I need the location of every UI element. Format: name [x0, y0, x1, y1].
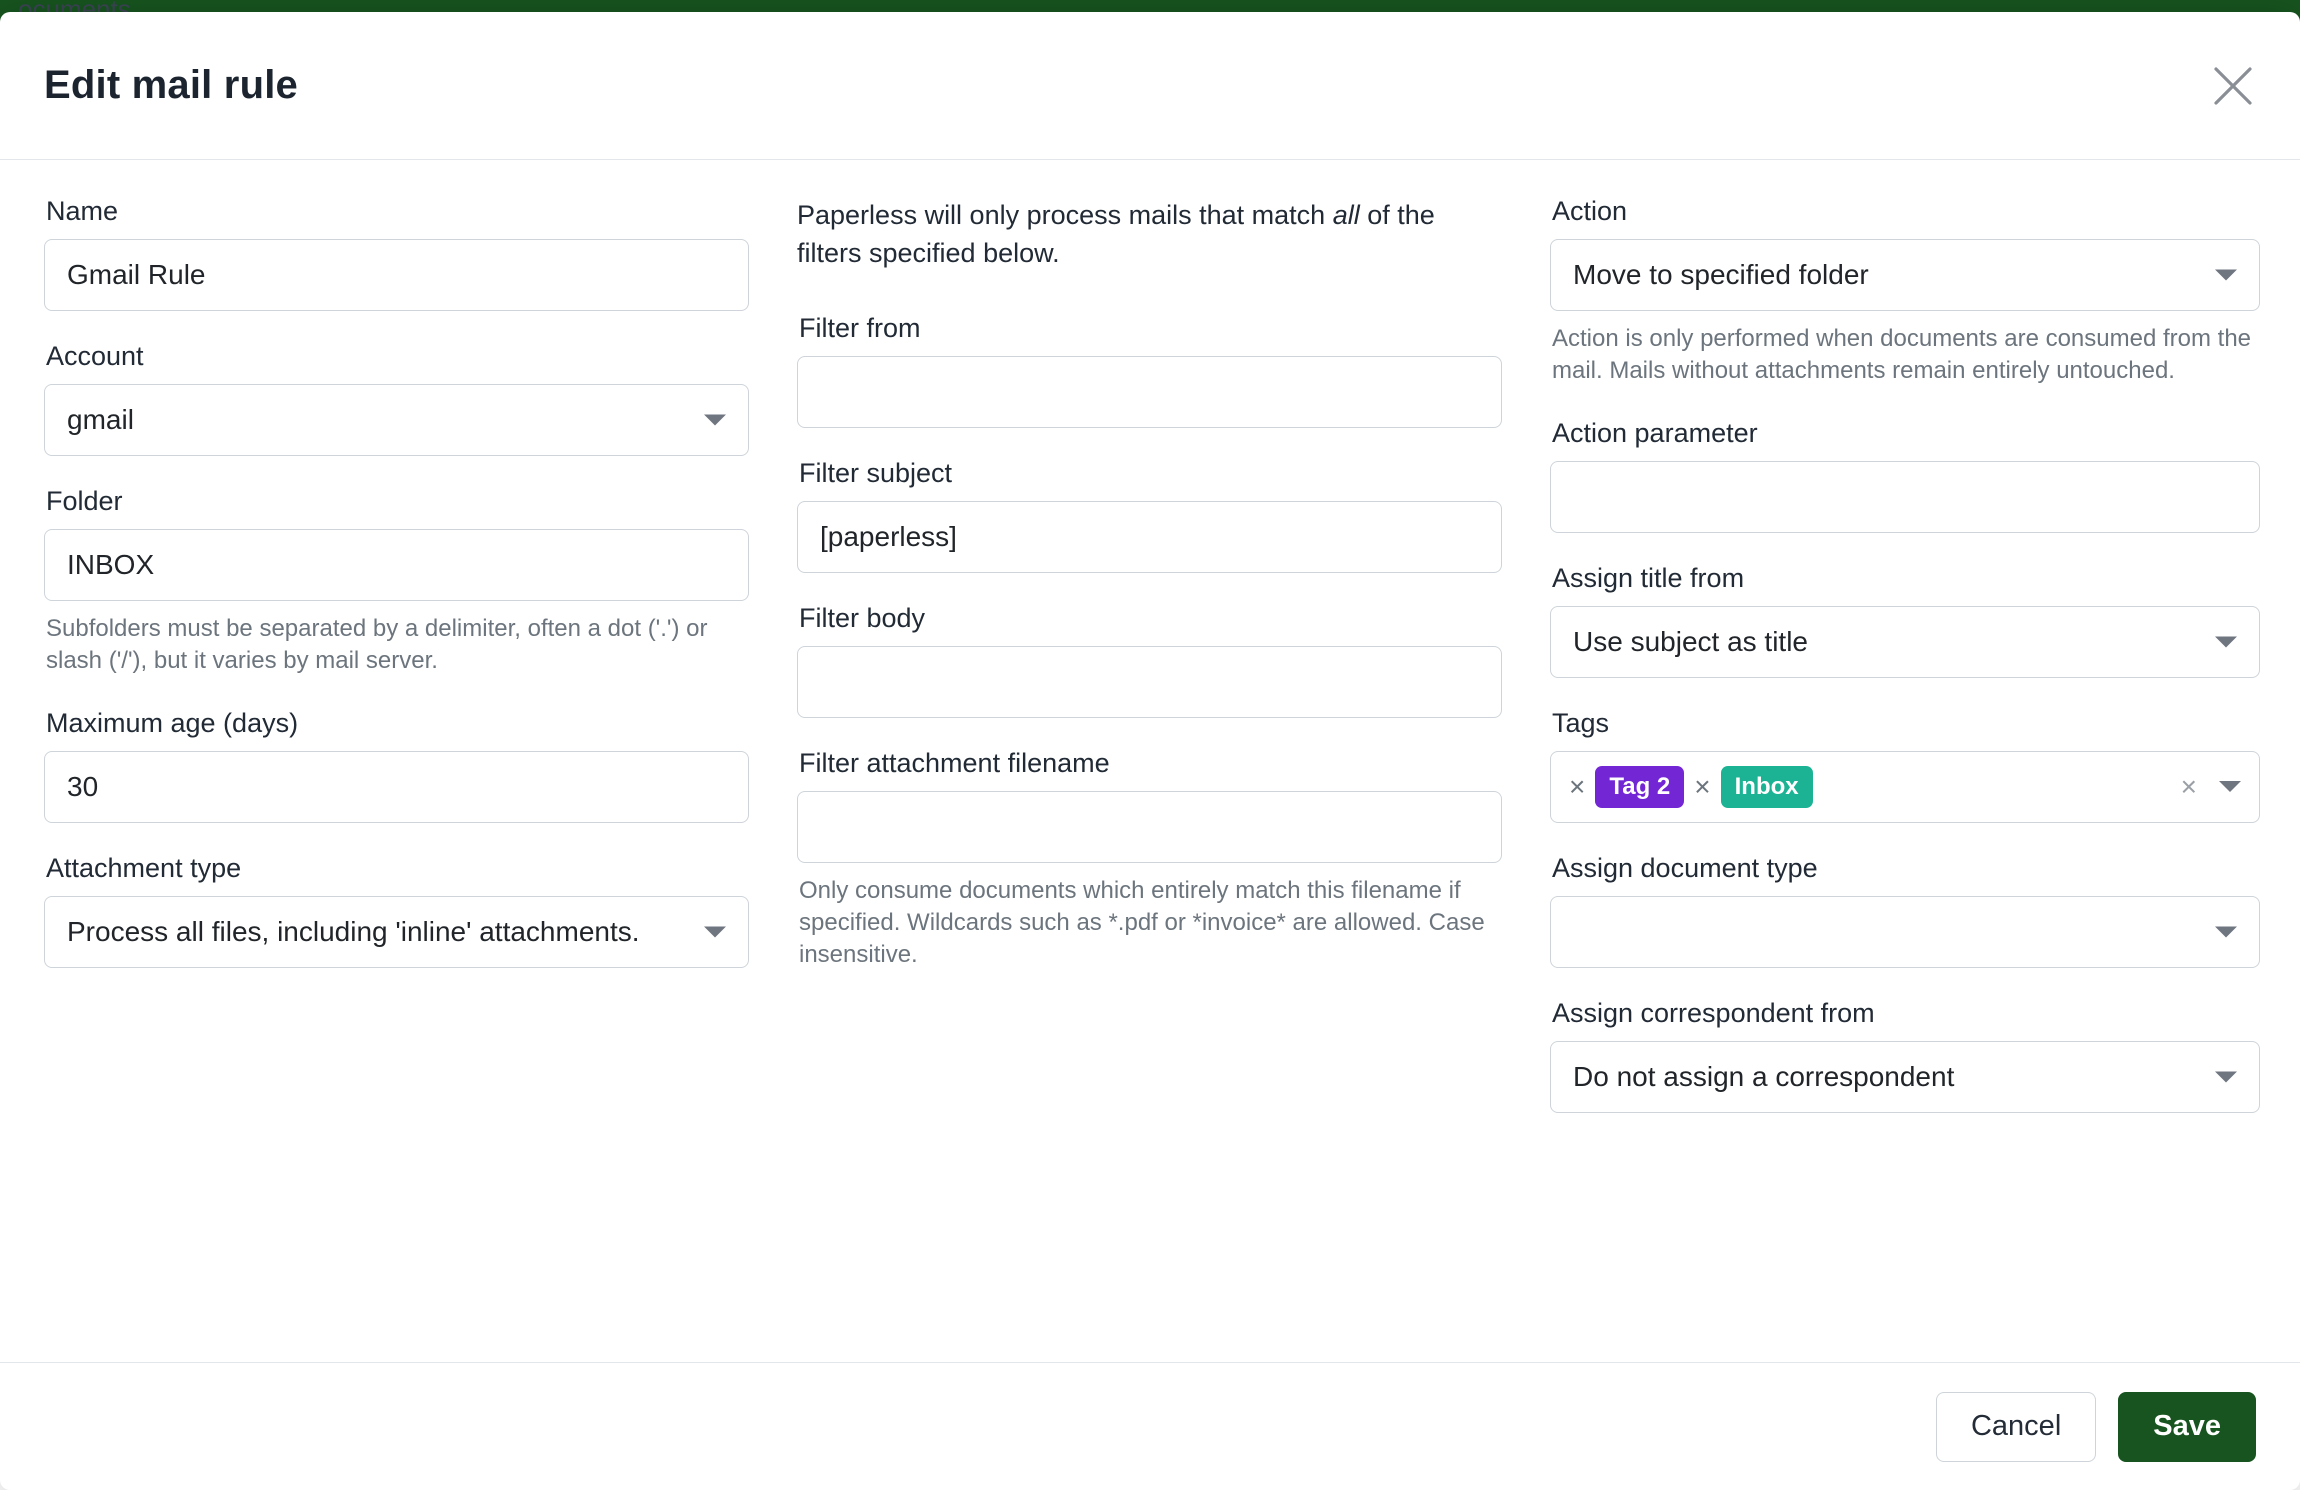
- assign-document-type-label: Assign document type: [1552, 852, 1818, 883]
- assign-correspondent-from-select[interactable]: [1550, 1041, 2260, 1113]
- folder-input[interactable]: INBOX: [44, 529, 749, 601]
- chevron-down-icon: [704, 926, 726, 937]
- filter-attachment-help-text: Only consume documents which entirely match this filename if specified. Wildcards such as *.pdf or *invoice* are allowed. Case insensitive.: [799, 876, 1485, 969]
- dialog-header: [0, 12, 2300, 160]
- chevron-down-icon: [704, 415, 726, 426]
- remove-tag-icon[interactable]: ×: [1569, 770, 1586, 802]
- attachment-type-select[interactable]: [44, 896, 749, 968]
- attachment-type-value: Process all files, including 'inline' attachments.: [67, 915, 640, 947]
- clear-tags-icon[interactable]: ×: [2180, 770, 2197, 802]
- tags-controls: [2180, 770, 2241, 802]
- filter-from-input[interactable]: [797, 356, 1502, 428]
- close-icon[interactable]: [2210, 63, 2256, 109]
- assign-correspondent-from-value: Do not assign a correspondent: [1573, 1060, 1955, 1092]
- attachment-type-label: Attachment type: [46, 852, 242, 883]
- tag-label: Tag 2: [1595, 766, 1684, 808]
- name-label: Name: [46, 196, 119, 226]
- assign-title-from-label: Assign title from: [1552, 562, 1745, 593]
- chevron-down-icon: [2215, 270, 2237, 281]
- assign-title-from-select[interactable]: [1550, 606, 2260, 678]
- filter-body-input[interactable]: [797, 646, 1502, 718]
- column-action: [1550, 196, 2260, 1362]
- chevron-down-icon: [2215, 636, 2237, 647]
- action-select-value: Move to specified folder: [1573, 259, 1869, 290]
- tags-label: Tags: [1552, 707, 1610, 738]
- maximum-age-label: Maximum age (days): [46, 707, 299, 738]
- filter-subject-label: Filter subject: [799, 457, 953, 488]
- cancel-button[interactable]: Cancel: [1936, 1392, 2096, 1462]
- chevron-down-icon: [2215, 926, 2237, 937]
- filter-from-label: Filter from: [799, 312, 921, 343]
- remove-tag-icon[interactable]: ×: [1694, 770, 1711, 802]
- assign-document-type-select[interactable]: [1550, 896, 2260, 968]
- filters-intro-text: Paperless will only process mails that match all of the filters specified below.: [797, 200, 1435, 269]
- filter-attachment-filename-input[interactable]: [797, 791, 1502, 863]
- filter-attachment-filename-label: Filter attachment filename: [799, 747, 1110, 778]
- maximum-age-input[interactable]: 30: [44, 751, 749, 823]
- name-input[interactable]: Gmail Rule: [44, 239, 749, 311]
- chevron-down-icon[interactable]: [2219, 781, 2241, 792]
- action-help-text: Action is only performed when documents are consumed from the mail. Mails without attachments remain entirely untouched.: [1552, 325, 2252, 385]
- tag-chip[interactable]: [1694, 766, 1812, 808]
- folder-label: Folder: [46, 486, 123, 516]
- action-parameter-input[interactable]: [1550, 461, 2260, 533]
- account-select[interactable]: [44, 384, 749, 456]
- filter-subject-input[interactable]: [paperless]: [797, 501, 1502, 573]
- action-select[interactable]: [1550, 239, 2260, 311]
- dialog-body: [0, 160, 2300, 1362]
- action-label: Action: [1552, 196, 1628, 226]
- dialog-title: Edit mail rule: [44, 63, 298, 107]
- column-general: [44, 196, 749, 1362]
- tags-input[interactable]: [1550, 751, 2260, 823]
- tag-chip[interactable]: [1569, 766, 1684, 808]
- filter-body-label: Filter body: [799, 602, 926, 633]
- action-parameter-label: Action parameter: [1552, 417, 1758, 448]
- dialog-footer: [0, 1362, 2300, 1490]
- account-select-value: gmail: [67, 404, 134, 435]
- account-label: Account: [46, 341, 144, 371]
- assign-correspondent-from-label: Assign correspondent from: [1552, 997, 1875, 1028]
- column-filters: [797, 196, 1502, 1362]
- assign-title-from-value: Use subject as title: [1573, 625, 1808, 657]
- folder-help-text: Subfolders must be separated by a delimiter, often a dot ('.') or slash ('/'), but it varies by mail server.: [46, 615, 708, 675]
- edit-mail-rule-dialog: [0, 12, 2300, 1490]
- save-button[interactable]: Save: [2118, 1392, 2256, 1462]
- chevron-down-icon: [2215, 1071, 2237, 1082]
- tag-label: Inbox: [1721, 766, 1813, 808]
